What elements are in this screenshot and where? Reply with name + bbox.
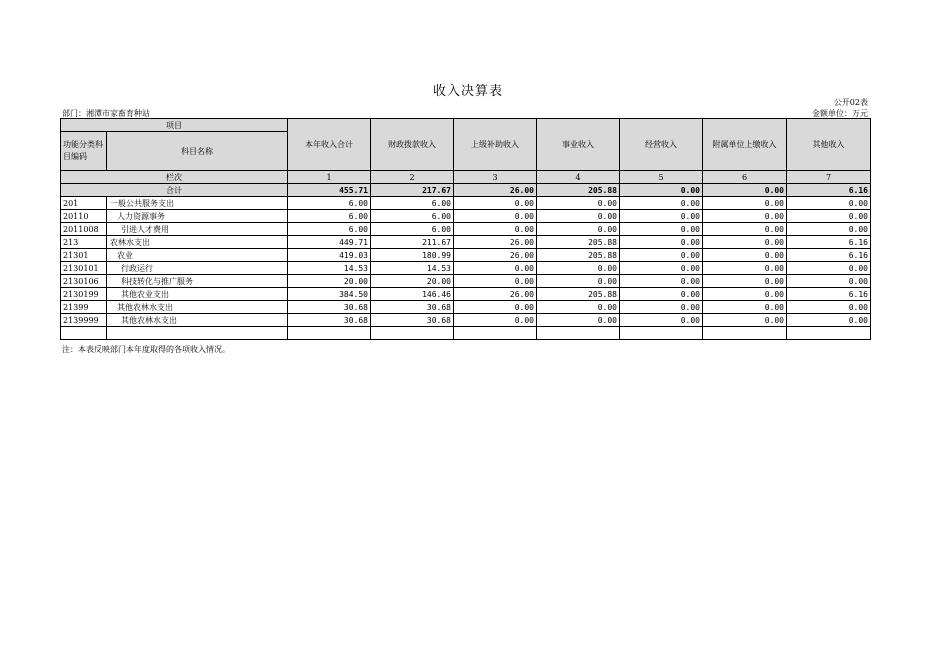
unit-label: 金额单位：万元: [812, 109, 868, 118]
value-cell: 0.00: [454, 223, 537, 236]
subject-name-cell: 一般公共服务支出: [107, 197, 288, 210]
project-header: 项目: [61, 119, 288, 132]
value-cell: 0.00: [620, 275, 703, 288]
value-cell: 0.00: [454, 197, 537, 210]
row-index-label: 栏次: [61, 171, 288, 184]
value-cell: 0.00: [454, 275, 537, 288]
empty-cell: [371, 327, 454, 340]
value-cell: 0.00: [787, 314, 871, 327]
value-cell: 0.00: [787, 210, 871, 223]
value-cell: 0.00: [703, 314, 787, 327]
table-row: [61, 236, 871, 249]
value-cell: 0.00: [787, 223, 871, 236]
table-row: [61, 210, 871, 223]
value-cell: 20.00: [288, 275, 371, 288]
footnote: 注：本表反映部门本年度取得的各项收入情况。: [62, 345, 230, 354]
value-cell: 30.68: [371, 301, 454, 314]
func-code-header: 功能分类科目编码: [61, 132, 107, 171]
value-cell: 0.00: [620, 197, 703, 210]
value-cell: 0.00: [537, 197, 620, 210]
col-header-1: 本年收入合计: [288, 119, 371, 171]
value-cell: 0.00: [703, 197, 787, 210]
subject-name-cell: 引进人才费用: [107, 223, 288, 236]
col-header-7: 其他收入: [787, 119, 871, 171]
value-cell: 180.99: [371, 249, 454, 262]
value-cell: 0.00: [703, 223, 787, 236]
total-value: 26.00: [454, 184, 537, 197]
table-row: [61, 262, 871, 275]
value-cell: 0.00: [537, 210, 620, 223]
value-cell: 384.50: [288, 288, 371, 301]
func-code-cell: 201: [61, 197, 107, 210]
total-value: 0.00: [620, 184, 703, 197]
col-number: 7: [787, 171, 871, 184]
col-number: 3: [454, 171, 537, 184]
col-header-6: 附属单位上缴收入: [703, 119, 787, 171]
value-cell: 0.00: [537, 314, 620, 327]
total-value: 217.67: [371, 184, 454, 197]
value-cell: 6.00: [288, 210, 371, 223]
value-cell: 0.00: [703, 210, 787, 223]
value-cell: 0.00: [537, 223, 620, 236]
page-title: 收入决算表: [432, 84, 503, 99]
col-header-5: 经营收入: [620, 119, 703, 171]
col-number: 1: [288, 171, 371, 184]
value-cell: 0.00: [454, 262, 537, 275]
table-row: [61, 288, 871, 301]
value-cell: 14.53: [371, 262, 454, 275]
value-cell: 0.00: [620, 262, 703, 275]
value-cell: 0.00: [787, 197, 871, 210]
empty-cell: [703, 327, 787, 340]
func-code-cell: 213: [61, 236, 107, 249]
col-number: 2: [371, 171, 454, 184]
value-cell: 0.00: [620, 301, 703, 314]
value-cell: 0.00: [703, 236, 787, 249]
value-cell: 0.00: [620, 223, 703, 236]
value-cell: 211.67: [371, 236, 454, 249]
empty-cell: [537, 327, 620, 340]
total-value: 6.16: [787, 184, 871, 197]
value-cell: 0.00: [703, 288, 787, 301]
value-cell: 6.00: [288, 223, 371, 236]
value-cell: 0.00: [703, 249, 787, 262]
value-cell: 0.00: [787, 275, 871, 288]
value-cell: 0.00: [537, 275, 620, 288]
func-code-cell: 2130101: [61, 262, 107, 275]
empty-cell: [454, 327, 537, 340]
subject-name-cell: 其他农林水支出: [107, 301, 288, 314]
subject-name-cell: 其他农业支出: [107, 288, 288, 301]
subject-name-cell: 农林水支出: [107, 236, 288, 249]
value-cell: 0.00: [703, 275, 787, 288]
value-cell: 0.00: [620, 288, 703, 301]
value-cell: 0.00: [454, 301, 537, 314]
value-cell: 6.16: [787, 249, 871, 262]
func-code-cell: 2130199: [61, 288, 107, 301]
col-header-3: 上级补助收入: [454, 119, 537, 171]
value-cell: 0.00: [620, 236, 703, 249]
func-code-cell: 2139999: [61, 314, 107, 327]
value-cell: 0.00: [620, 210, 703, 223]
value-cell: 0.00: [620, 314, 703, 327]
value-cell: 0.00: [537, 262, 620, 275]
value-cell: 6.00: [371, 223, 454, 236]
func-code-cell: 2130106: [61, 275, 107, 288]
total-value: 0.00: [703, 184, 787, 197]
value-cell: 419.03: [288, 249, 371, 262]
col-number: 5: [620, 171, 703, 184]
col-header-2: 财政拨款收入: [371, 119, 454, 171]
table-row: [61, 197, 871, 210]
empty-cell: [787, 327, 871, 340]
table-row: [61, 223, 871, 236]
value-cell: 205.88: [537, 249, 620, 262]
col-header-4: 事业收入: [537, 119, 620, 171]
value-cell: 0.00: [620, 249, 703, 262]
value-cell: 30.68: [288, 301, 371, 314]
table-row: [61, 275, 871, 288]
table-row: [61, 314, 871, 327]
value-cell: 0.00: [537, 301, 620, 314]
empty-row: [61, 327, 871, 340]
value-cell: 146.46: [371, 288, 454, 301]
empty-cell: [288, 327, 371, 340]
empty-cell: [107, 327, 288, 340]
value-cell: 26.00: [454, 236, 537, 249]
subject-name-cell: 科技转化与推广服务: [107, 275, 288, 288]
func-code-cell: 2011008: [61, 223, 107, 236]
value-cell: 0.00: [703, 262, 787, 275]
value-cell: 0.00: [787, 262, 871, 275]
value-cell: 6.00: [371, 210, 454, 223]
value-cell: 26.00: [454, 249, 537, 262]
total-label: 合计: [61, 184, 288, 197]
value-cell: 30.68: [288, 314, 371, 327]
value-cell: 14.53: [288, 262, 371, 275]
value-cell: 449.71: [288, 236, 371, 249]
value-cell: 26.00: [454, 288, 537, 301]
value-cell: 6.16: [787, 288, 871, 301]
value-cell: 6.16: [787, 236, 871, 249]
col-number: 6: [703, 171, 787, 184]
subject-name-cell: 人力资源事务: [107, 210, 288, 223]
total-value: 455.71: [288, 184, 371, 197]
value-cell: 0.00: [703, 301, 787, 314]
value-cell: 0.00: [454, 314, 537, 327]
empty-cell: [620, 327, 703, 340]
value-cell: 0.00: [454, 210, 537, 223]
func-code-cell: 21399: [61, 301, 107, 314]
subject-name-cell: 行政运行: [107, 262, 288, 275]
func-code-cell: 21301: [61, 249, 107, 262]
subject-name-cell: 农业: [107, 249, 288, 262]
value-cell: 205.88: [537, 288, 620, 301]
total-value: 205.88: [537, 184, 620, 197]
subject-name-cell: 其他农林水支出: [107, 314, 288, 327]
table-row: [61, 249, 871, 262]
value-cell: 6.00: [371, 197, 454, 210]
value-cell: 30.68: [371, 314, 454, 327]
func-code-cell: 20110: [61, 210, 107, 223]
form-code: 公开02表: [833, 98, 868, 107]
table-row: [61, 301, 871, 314]
value-cell: 205.88: [537, 236, 620, 249]
department-label: 部门：湘潭市家畜育种站: [62, 109, 150, 118]
value-cell: 0.00: [787, 301, 871, 314]
income-table: [60, 118, 871, 340]
subject-name-header: 科目名称: [107, 132, 288, 171]
total-row: [61, 184, 871, 197]
empty-cell: [61, 327, 107, 340]
value-cell: 6.00: [288, 197, 371, 210]
col-number: 4: [537, 171, 620, 184]
value-cell: 20.00: [371, 275, 454, 288]
